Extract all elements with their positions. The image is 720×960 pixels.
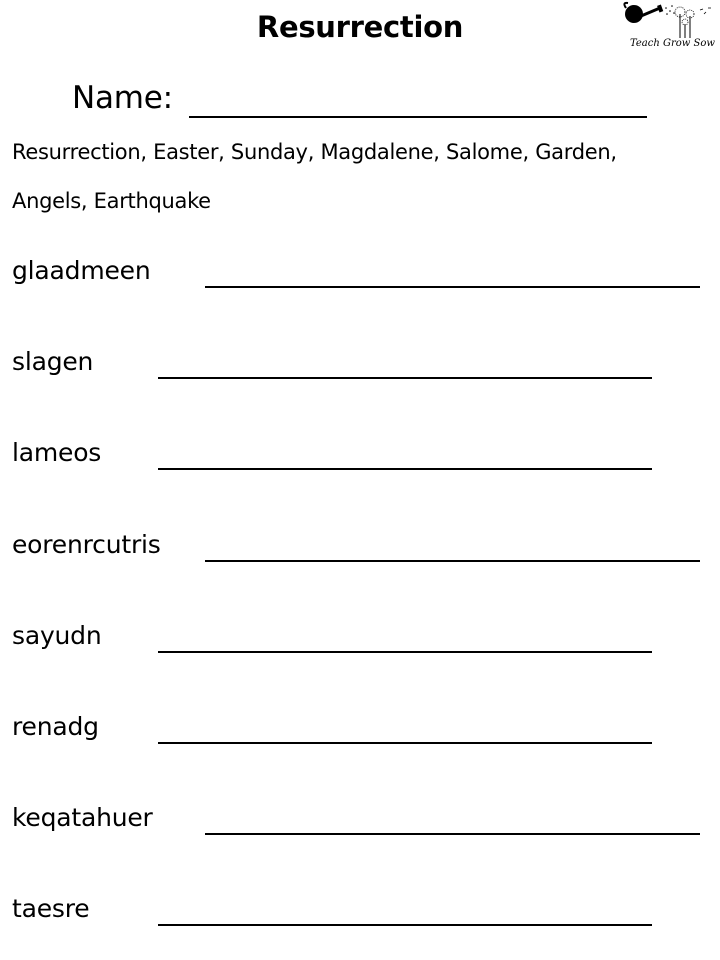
logo: [620, 0, 720, 56]
puzzle-row: [12, 803, 712, 843]
answer-line[interactable]: [205, 560, 700, 562]
name-field[interactable]: [189, 116, 647, 118]
scrambled-word: slagen: [12, 347, 94, 376]
scrambled-word: glaadmeen: [12, 256, 151, 285]
puzzle-row: [12, 256, 712, 296]
puzzle-row: [12, 712, 712, 752]
scrambled-word: taesre: [12, 894, 90, 923]
answer-line[interactable]: [205, 286, 700, 288]
puzzle-row: [12, 530, 712, 570]
answer-line[interactable]: [158, 468, 652, 470]
answer-line[interactable]: [158, 742, 652, 744]
puzzle-row: [12, 347, 712, 387]
scrambled-word: keqatahuer: [12, 803, 153, 832]
logo-text: Teach Grow Sow: [630, 38, 715, 49]
name-label: Name:: [72, 80, 173, 116]
scrambled-word: renadg: [12, 712, 99, 741]
answer-line[interactable]: [158, 651, 652, 653]
watering-can-icon: [620, 0, 720, 40]
scrambled-word: lameos: [12, 438, 102, 467]
scrambled-word: sayudn: [12, 621, 102, 650]
page-title: Resurrection: [256, 10, 464, 44]
word-bank: [12, 128, 712, 226]
word-bank-line: Angels, Earthquake: [12, 189, 211, 213]
answer-line[interactable]: [158, 924, 652, 926]
scrambled-word: eorenrcutris: [12, 530, 161, 559]
puzzle-row: [12, 894, 712, 934]
puzzle-row: [12, 621, 712, 661]
answer-line[interactable]: [205, 833, 700, 835]
word-bank-line: Resurrection, Easter, Sunday, Magdalene, Salome, Garden,: [12, 140, 617, 164]
answer-line[interactable]: [158, 377, 652, 379]
puzzle-row: [12, 438, 712, 478]
